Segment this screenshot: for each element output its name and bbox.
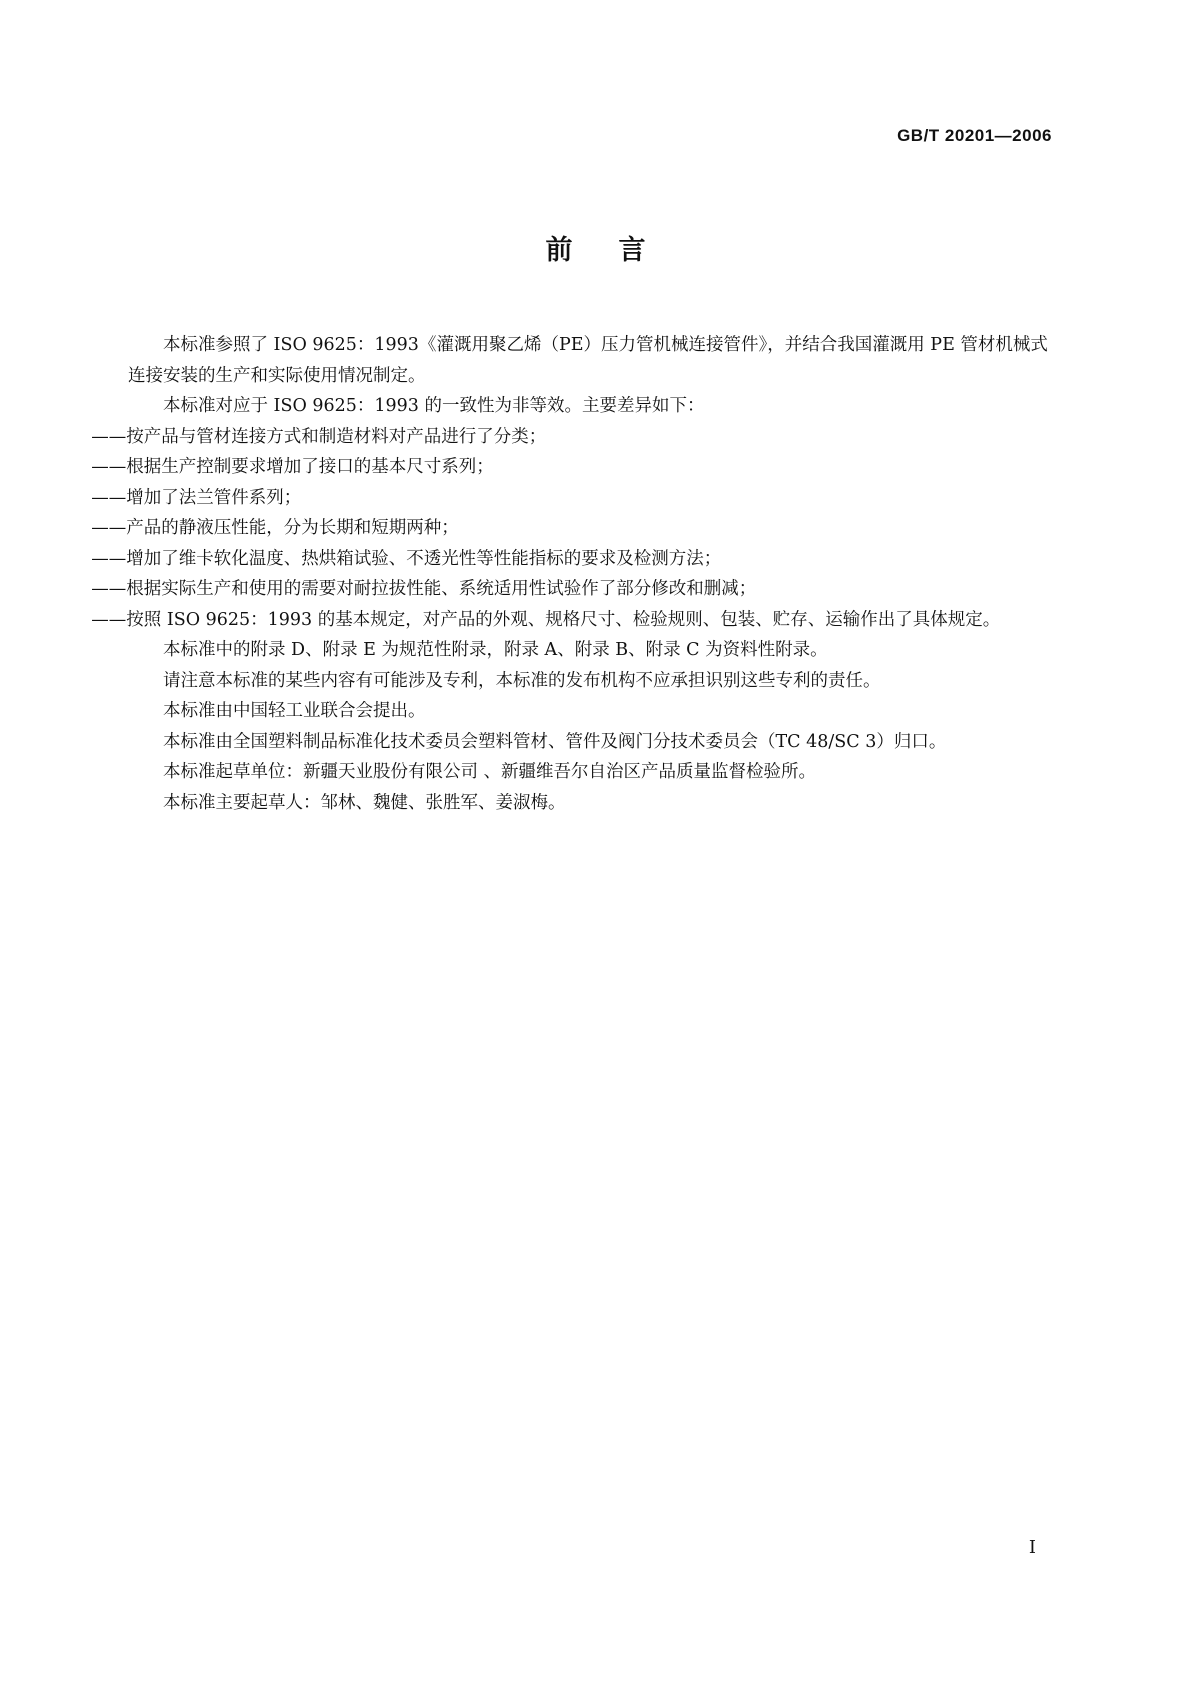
list-item: ——按照 ISO 9625：1993 的基本规定，对产品的外观、规格尺寸、检验规则、包装、贮存、运输作出了具体规定。 xyxy=(91,609,1001,630)
paragraph-equivalence: 本标准对应于 ISO 9625：1993 的一致性为非等效。主要差异如下： xyxy=(163,396,705,416)
page-number: I xyxy=(1028,1537,1036,1558)
paragraph-patent-notice: 请注意本标准的某些内容有可能涉及专利，本标准的发布机构不应承担识别这些专利的责任。 xyxy=(163,670,881,691)
list-item: ——产品的静液压性能，分为长期和短期两种； xyxy=(91,518,459,538)
paragraph-drafting-units: 本标准起草单位：新疆天业股份有限公司 、新疆维吾尔自治区产品质量监督检验所。 xyxy=(163,762,817,782)
paragraph-annexes: 本标准中的附录 D、附录 E 为规范性附录，附录 A、附录 B、附录 C 为资料性附录。 xyxy=(163,640,828,660)
paragraph-drafters: 本标准主要起草人：邹林、魏健、张胜军、姜淑梅。 xyxy=(163,792,566,813)
standard-number: GB/T 20201—2006 xyxy=(897,126,1052,145)
list-item: ——增加了维卡软化温度、热烘箱试验、不透光性等性能指标的要求及检测方法； xyxy=(91,548,722,569)
paragraph-proposer: 本标准由中国轻工业联合会提出。 xyxy=(163,701,426,721)
paragraph-reference: 本标准参照了 ISO 9625：1993《灌溉用聚乙烯（PE）压力管机械连接管件》，并结合我国灌溉用 PE 管材机械式连接安装的生产和实际使用情况制定。 xyxy=(128,335,1048,386)
page-title: 前言 xyxy=(545,235,692,266)
list-item: ——增加了法兰管件系列； xyxy=(91,487,302,508)
list-item: ——根据生产控制要求增加了接口的基本尺寸系列； xyxy=(91,457,494,477)
list-item: ——根据实际生产和使用的需要对耐拉拔性能、系统适用性试验作了部分修改和删减； xyxy=(91,579,757,599)
list-item: ——按产品与管材连接方式和制造材料对产品进行了分类； xyxy=(91,426,547,447)
document-body xyxy=(91,330,1060,818)
paragraph-centralized-by: 本标准由全国塑料制品标准化技术委员会塑料管材、管件及阀门分技术委员会（TC 48/SC 3）归口。 xyxy=(163,731,947,752)
